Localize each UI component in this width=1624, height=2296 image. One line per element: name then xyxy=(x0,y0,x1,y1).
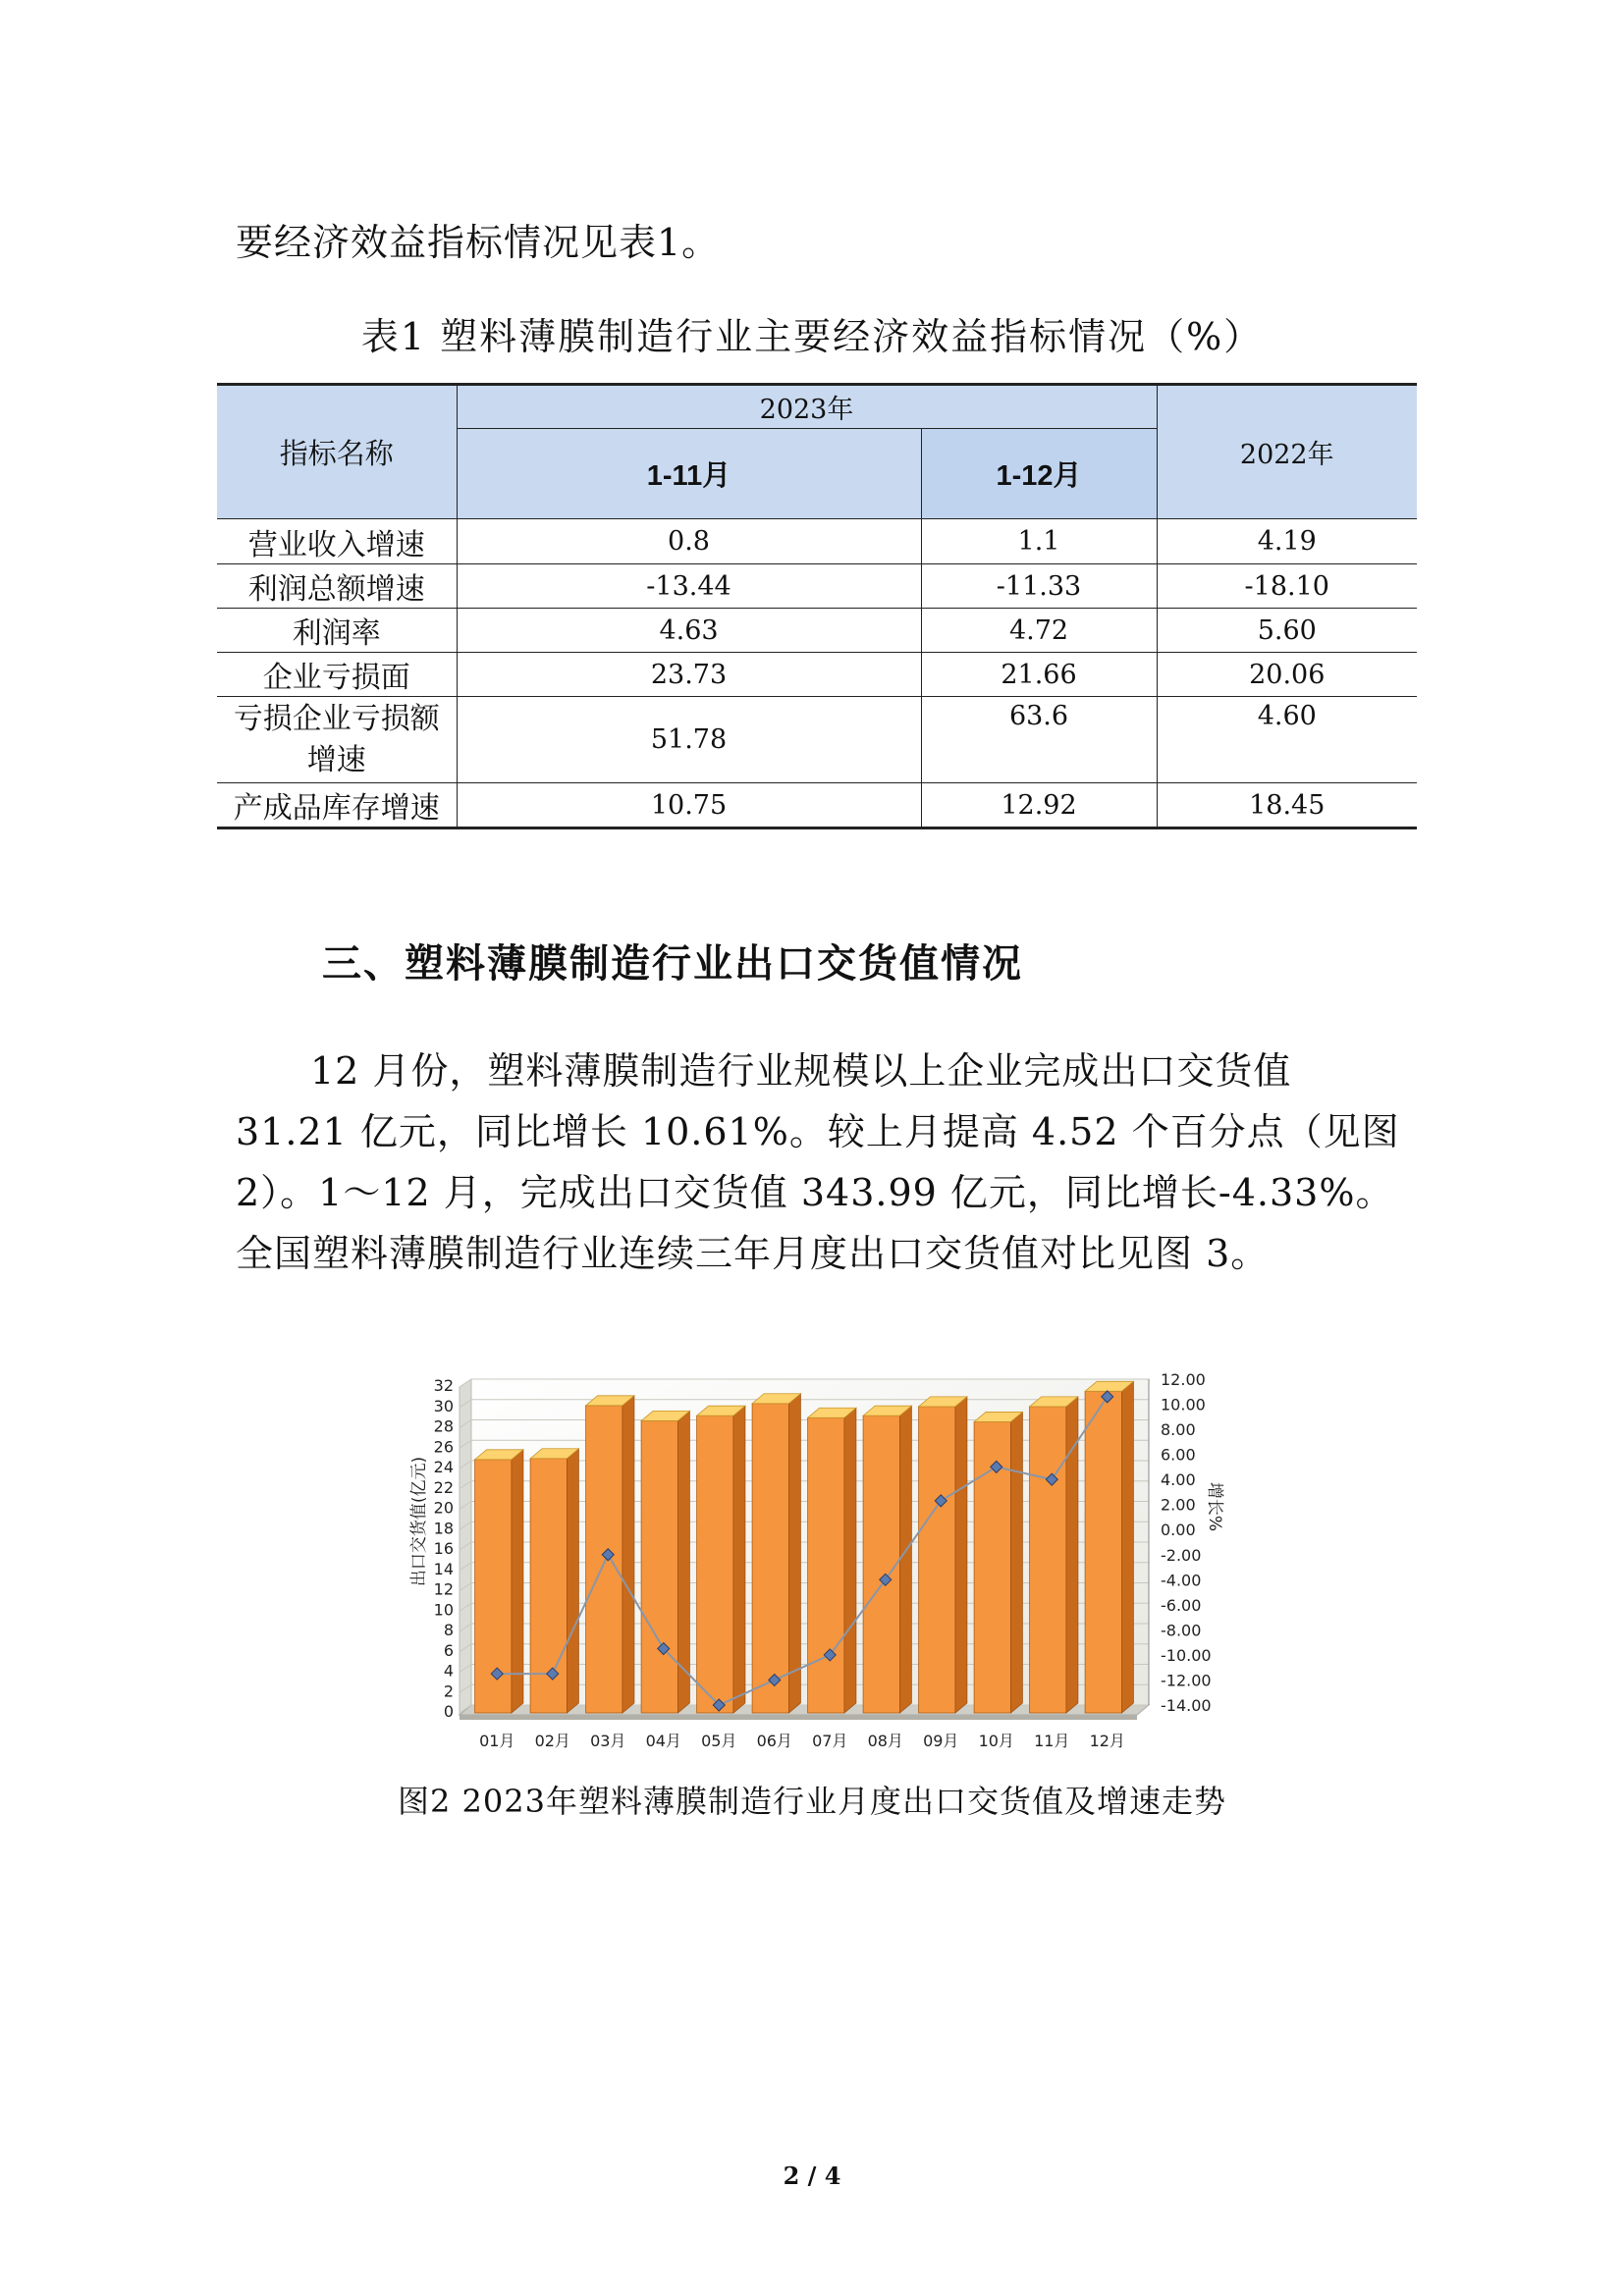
table-caption: 表1 塑料薄膜制造行业主要经济效益指标情况（%） xyxy=(360,315,1264,358)
cell-value: 18.45 xyxy=(1157,783,1417,828)
section-heading: 三、塑料薄膜制造行业出口交货值情况 xyxy=(322,941,1023,987)
bar-side xyxy=(955,1397,967,1713)
cell-value: 12.92 xyxy=(921,783,1157,828)
y2-tick-label: -6.00 xyxy=(1161,1595,1202,1615)
header-year-2023: 2023年 xyxy=(457,385,1157,429)
y-axis-label: 出口交货值(亿元) xyxy=(409,1456,429,1587)
y2-tick-label: 8.00 xyxy=(1161,1420,1196,1440)
x-tick-label: 07月 xyxy=(812,1732,848,1750)
bar xyxy=(752,1394,800,1713)
bar-front xyxy=(1030,1407,1066,1713)
bar-side xyxy=(1121,1381,1133,1713)
row-name: 利润总额增速 xyxy=(217,564,457,609)
figure-caption: 图2 2023年塑料薄膜制造行业月度出口交货值及增速走势 xyxy=(398,1783,1226,1820)
y-tick-label: 28 xyxy=(433,1416,454,1436)
y-tick-label: 22 xyxy=(433,1477,454,1497)
bar-front xyxy=(586,1406,623,1713)
table-row xyxy=(217,783,1417,828)
row-name xyxy=(217,697,457,783)
bar xyxy=(863,1406,911,1713)
y2-tick-label: 12.00 xyxy=(1161,1370,1206,1389)
y2-tick-label: -14.00 xyxy=(1161,1696,1212,1715)
bar xyxy=(1030,1397,1078,1713)
y-tick-label: 4 xyxy=(443,1661,454,1681)
bar-front xyxy=(863,1415,899,1713)
row-name-line1: 亏损企业亏损额 xyxy=(233,701,440,736)
y-tick-label: 0 xyxy=(443,1702,454,1721)
bar-front xyxy=(919,1407,955,1713)
x-tick-label: 11月 xyxy=(1034,1732,1070,1750)
paragraph-line: 2）。1～12 月，完成出口交货值 343.99 亿元，同比增长-4.33%。 xyxy=(236,1171,1394,1214)
cell-value: 4.60 xyxy=(1157,697,1417,783)
x-tick-label: 03月 xyxy=(590,1732,626,1750)
bar-side xyxy=(677,1411,689,1713)
cell-value: 21.66 xyxy=(921,653,1157,697)
table-row xyxy=(217,609,1417,653)
y2-tick-label: -8.00 xyxy=(1161,1621,1202,1640)
bar-front xyxy=(808,1417,844,1713)
cell-value: 4.19 xyxy=(1157,519,1417,564)
y-tick-label: 16 xyxy=(433,1539,454,1558)
y2-tick-label: -4.00 xyxy=(1161,1571,1202,1590)
y-tick-label: 32 xyxy=(433,1376,454,1395)
y-tick-label: 2 xyxy=(443,1682,454,1701)
y-tick-label: 10 xyxy=(433,1600,454,1620)
header-1-11: 1-11月 xyxy=(457,429,921,519)
table-row xyxy=(217,564,1417,609)
bar-front xyxy=(1085,1391,1121,1713)
y2-tick-label: 10.00 xyxy=(1161,1395,1206,1415)
header-1-12: 1-12月 xyxy=(921,429,1157,519)
y-tick-label: 26 xyxy=(433,1437,454,1457)
header-year-2022: 2022年 xyxy=(1157,385,1417,519)
x-tick-label: 04月 xyxy=(645,1732,681,1750)
body-paragraph xyxy=(236,1041,1414,1284)
cell-value: 23.73 xyxy=(457,653,921,697)
bar-front xyxy=(641,1420,677,1713)
cell-value: 4.63 xyxy=(457,609,921,653)
y-tick-label: 14 xyxy=(433,1559,454,1578)
paragraph-line: 12 月份，塑料薄膜制造行业规模以上企业完成出口交货值 xyxy=(310,1049,1292,1093)
cell-value: 5.60 xyxy=(1157,609,1417,653)
row-name: 营业收入增速 xyxy=(217,519,457,564)
cell-value: 51.78 xyxy=(457,697,921,783)
bar-side xyxy=(733,1406,745,1713)
y2-axis-label: 增长% xyxy=(1205,1481,1224,1532)
row-name: 产成品库存增速 xyxy=(217,783,457,828)
x-tick-label: 05月 xyxy=(701,1732,737,1750)
bar-side xyxy=(899,1406,911,1713)
table-row xyxy=(217,697,1417,783)
y-tick-label: 20 xyxy=(433,1498,454,1518)
indicator-table xyxy=(217,383,1417,829)
paragraph-line: 31.21 亿元，同比增长 10.61%。较上月提高 4.52 个百分点（见图 xyxy=(236,1110,1400,1153)
paragraph-line: 全国塑料薄膜制造行业连续三年月度出口交货值对比见图 3。 xyxy=(236,1232,1270,1275)
bar-side xyxy=(844,1408,856,1713)
y-tick-label: 24 xyxy=(433,1458,454,1476)
row-name: 企业亏损面 xyxy=(217,653,457,697)
y-tick-label: 18 xyxy=(433,1519,454,1538)
bar xyxy=(919,1397,967,1713)
export-value-chart xyxy=(403,1360,1227,1752)
bar xyxy=(697,1406,745,1713)
x-tick-label: 09月 xyxy=(923,1732,959,1750)
bar xyxy=(974,1412,1022,1713)
cell-value: 4.72 xyxy=(921,609,1157,653)
bar-side xyxy=(567,1449,578,1713)
cell-value: -18.10 xyxy=(1157,564,1417,609)
x-tick-label: 01月 xyxy=(479,1732,515,1750)
header-indicator-name: 指标名称 xyxy=(217,385,457,519)
page-number: 2 / 4 xyxy=(783,2162,841,2190)
x-tick-label: 08月 xyxy=(867,1732,903,1750)
intro-text: 要经济效益指标情况见表1。 xyxy=(236,221,721,264)
cell-value: 63.6 xyxy=(921,697,1157,783)
x-tick-label: 10月 xyxy=(978,1732,1014,1750)
y2-tick-label: 2.00 xyxy=(1161,1495,1196,1515)
y2-tick-label: 6.00 xyxy=(1161,1445,1196,1465)
cell-value: -11.33 xyxy=(921,564,1157,609)
y2-tick-label: -2.00 xyxy=(1161,1545,1202,1565)
bar-front xyxy=(697,1415,733,1713)
bar-side xyxy=(623,1396,634,1713)
y2-tick-label: -10.00 xyxy=(1161,1645,1212,1665)
cell-value: 1.1 xyxy=(921,519,1157,564)
cell-value: -13.44 xyxy=(457,564,921,609)
row-name: 利润率 xyxy=(217,609,457,653)
x-tick-label: 02月 xyxy=(534,1732,570,1750)
x-tick-label: 12月 xyxy=(1089,1732,1125,1750)
y-tick-label: 6 xyxy=(443,1640,454,1660)
cell-value: 10.75 xyxy=(457,783,921,828)
chart-side-wall xyxy=(460,1379,471,1715)
bar-side xyxy=(788,1394,800,1713)
bar xyxy=(1085,1381,1133,1713)
chart-floor-edge xyxy=(460,1715,1137,1720)
y-tick-label: 8 xyxy=(443,1621,454,1639)
y2-tick-label: 0.00 xyxy=(1161,1521,1196,1540)
y-tick-label: 30 xyxy=(433,1396,454,1415)
row-name-line2: 增速 xyxy=(306,742,366,777)
bar-side xyxy=(1010,1412,1022,1713)
y-tick-label: 12 xyxy=(433,1579,454,1599)
table-row xyxy=(217,519,1417,564)
bar xyxy=(808,1408,856,1713)
y2-tick-label: 4.00 xyxy=(1161,1470,1196,1490)
y2-tick-label: -12.00 xyxy=(1161,1671,1212,1690)
x-tick-label: 06月 xyxy=(756,1732,792,1750)
bar-front xyxy=(752,1404,788,1713)
cell-value: 20.06 xyxy=(1157,653,1417,697)
table-row xyxy=(217,653,1417,697)
cell-value: 0.8 xyxy=(457,519,921,564)
